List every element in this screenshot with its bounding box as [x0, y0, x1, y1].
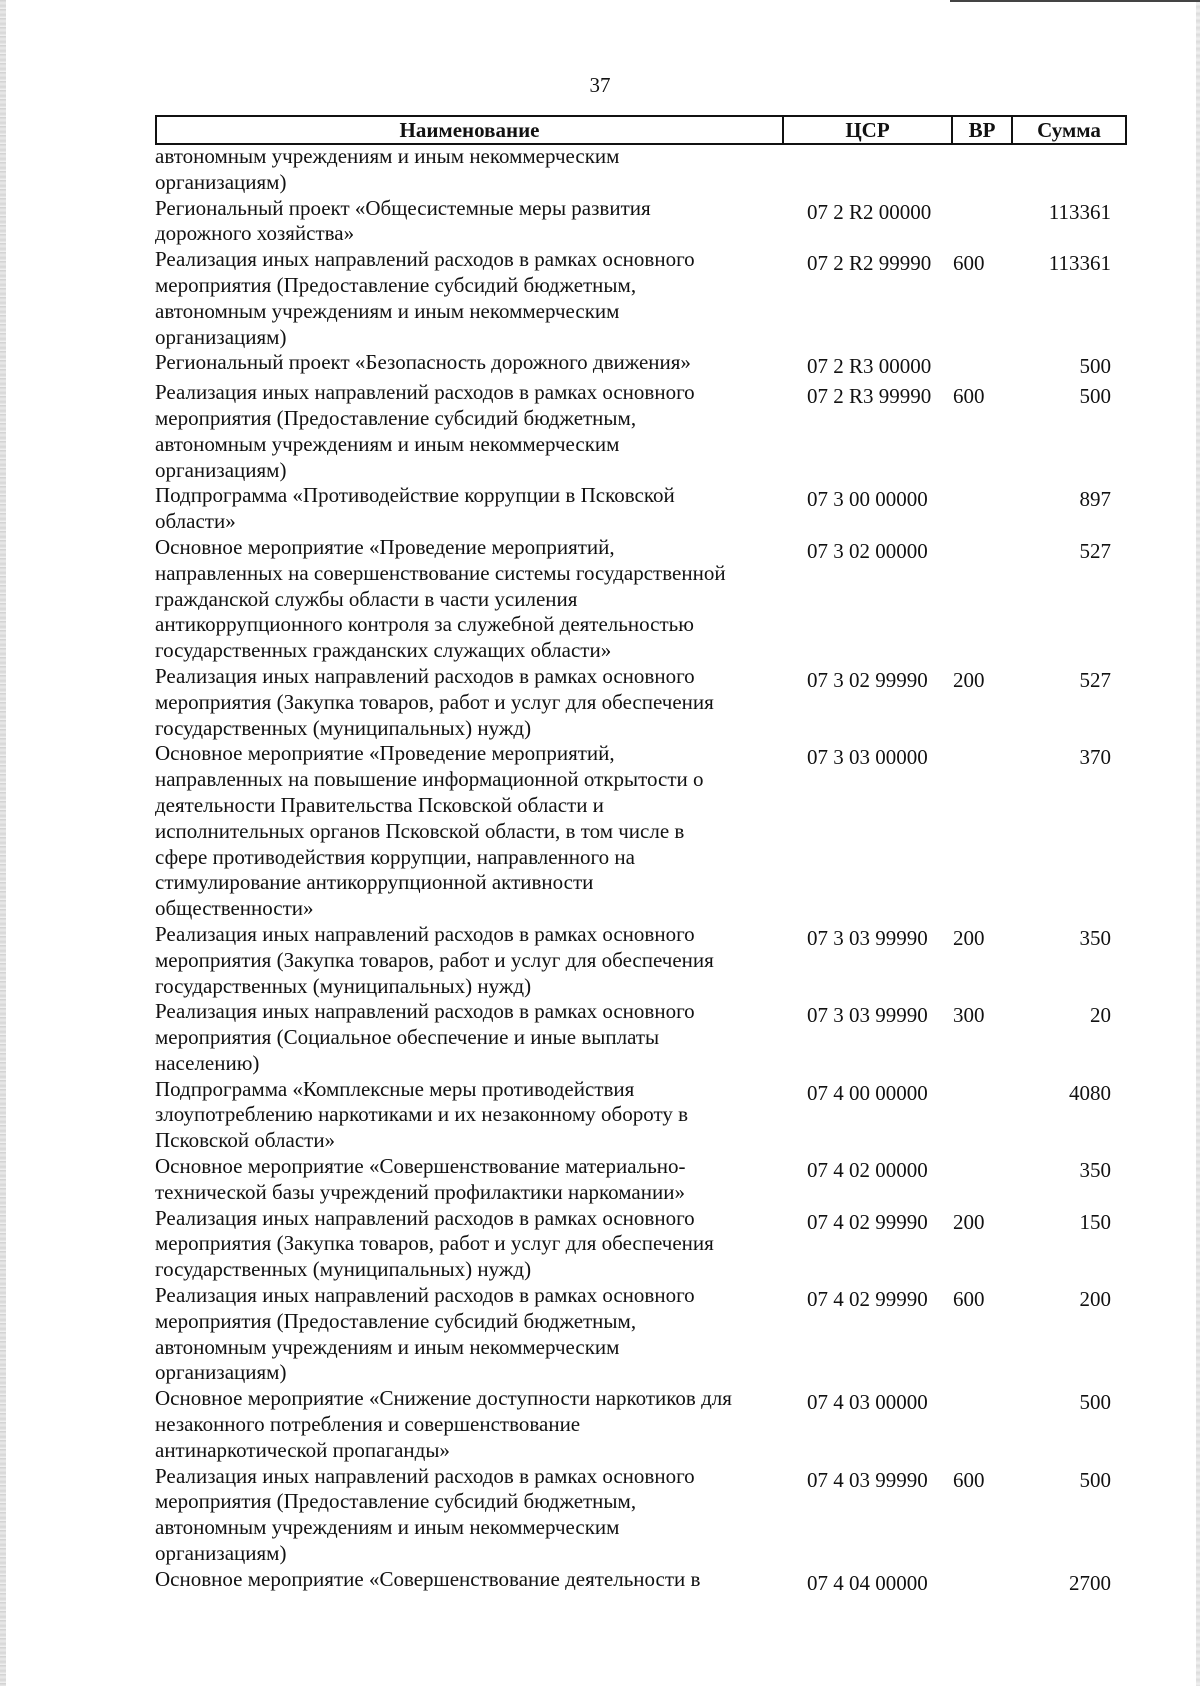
- cell-vr: [951, 144, 1011, 148]
- cell-vr: 600: [953, 1287, 985, 1312]
- cell-name: Реализация иных направлений расходов в рамках основного мероприятия (Закупка товаров, работ и услуг для обеспечения государственных (муниципальных) нужд): [155, 1205, 714, 1282]
- cell-csr: 07 4 02 99990: [807, 1287, 928, 1312]
- table-row: [155, 664, 1127, 741]
- cell-vr: [951, 1386, 1011, 1390]
- cell-csr: 07 4 00 00000: [807, 1080, 928, 1105]
- cell-vr: [951, 196, 1011, 200]
- cell-sum: 500: [1079, 1467, 1111, 1492]
- cell-sum: 113361: [1048, 199, 1111, 224]
- cell-csr: 07 3 03 00000: [807, 745, 928, 770]
- cell-sum: 113361: [1048, 251, 1111, 276]
- cell-vr: [951, 1077, 1011, 1081]
- cell-vr: 300: [953, 1003, 985, 1028]
- cell-vr: [951, 535, 1011, 539]
- cell-sum: 2700: [1069, 1570, 1111, 1595]
- table-row: [155, 1464, 1127, 1567]
- header-sum: Сумма: [1037, 118, 1101, 142]
- table-row: [155, 144, 1127, 196]
- cell-vr: 600: [953, 1467, 985, 1492]
- cell-name: Реализация иных направлений расходов в рамках основного мероприятия (Предоставление субсидий бюджетным, автономным учреждениям и иным некоммерческим организациям): [155, 1283, 695, 1385]
- table-row: [155, 1386, 1127, 1463]
- cell-sum: 500: [1079, 1390, 1111, 1415]
- cell-sum: 20: [1090, 1003, 1111, 1028]
- cell-csr: 07 4 04 00000: [807, 1570, 928, 1595]
- cell-csr: 07 4 02 99990: [807, 1209, 928, 1234]
- table-row: [155, 483, 1127, 535]
- cell-vr: [951, 741, 1011, 745]
- top-rule: [950, 0, 1200, 2]
- table-row: [155, 247, 1127, 350]
- cell-sum: 370: [1079, 745, 1111, 770]
- cell-sum: [1011, 144, 1123, 148]
- cell-vr: [951, 1154, 1011, 1158]
- cell-name: Подпрограмма «Комплексные меры противодействия злоупотреблению наркотиками и их незаконному обороту в Псковской области»: [155, 1076, 689, 1153]
- cell-sum: 527: [1079, 667, 1111, 692]
- header-name: Наименование: [157, 117, 784, 143]
- page-number: 37: [589, 73, 611, 97]
- table-row: [155, 1206, 1127, 1283]
- cell-sum: 500: [1079, 354, 1111, 379]
- cell-name: Основное мероприятие «Проведение мероприятий, направленных на совершенствование системы государственной гражданской службы области в части усиления антикоррупционного контроля за служебной деятельностью государственных гражданских служащих области»: [155, 534, 726, 663]
- cell-name: Реализация иных направлений расходов в рамках основного мероприятия (Закупка товаров, работ и услуг для обеспечения государственных (муниципальных) нужд): [155, 921, 714, 998]
- table-row: [155, 535, 1127, 664]
- cell-vr: 600: [953, 384, 985, 409]
- table-row: [155, 380, 1127, 483]
- cell-name: Региональный проект «Общесистемные меры развития дорожного хозяйства»: [155, 195, 651, 246]
- cell-csr: 07 4 03 99990: [807, 1467, 928, 1492]
- table-row: [155, 350, 1127, 380]
- cell-sum: 150: [1079, 1209, 1111, 1234]
- cell-vr: [951, 483, 1011, 487]
- cell-name: Подпрограмма «Противодействие коррупции в Псковской области»: [155, 483, 675, 534]
- cell-vr: [951, 350, 1011, 354]
- cell-vr: [951, 1567, 1011, 1571]
- cell-csr: 07 3 02 00000: [807, 538, 928, 563]
- cell-name: Реализация иных направлений расходов в рамках основного мероприятия (Социальное обеспечение и иные выплаты населению): [155, 999, 695, 1075]
- cell-sum: 897: [1079, 487, 1111, 512]
- cell-name: Реализация иных направлений расходов в рамках основного мероприятия (Предоставление субсидий бюджетным, автономным учреждениям и иным некоммерческим организациям): [155, 247, 695, 349]
- cell-sum: 350: [1079, 925, 1111, 950]
- cell-csr: 07 3 03 99990: [807, 1003, 928, 1028]
- table-row: [155, 1154, 1127, 1206]
- cell-name: Основное мероприятие «Совершенствование деятельности в: [155, 1566, 701, 1591]
- scan-edge-left: [0, 0, 6, 1686]
- cell-name: Реализация иных направлений расходов в рамках основного мероприятия (Предоставление субсидий бюджетным, автономным учреждениям и иным некоммерческим организациям): [155, 1463, 695, 1566]
- cell-sum: 500: [1079, 384, 1111, 409]
- cell-vr: 200: [953, 667, 985, 692]
- cell-sum: 350: [1079, 1158, 1111, 1183]
- cell-name: Основное мероприятие «Снижение доступности наркотиков для незаконного потребления и совершенствование антинаркотической пропаганды»: [155, 1386, 732, 1462]
- cell-csr: 07 2 R3 00000: [807, 354, 932, 379]
- cell-csr: [782, 144, 951, 148]
- cell-name: Основное мероприятие «Совершенствование материально- технической базы учреждений профилактики наркомании»: [155, 1154, 686, 1204]
- cell-name: Региональный проект «Безопасность дорожного движения»: [155, 350, 691, 375]
- table-row: [155, 196, 1127, 248]
- table-row: [155, 922, 1127, 999]
- cell-sum: 200: [1079, 1287, 1111, 1312]
- cell-csr: 07 2 R3 99990: [807, 384, 932, 409]
- table-row: [155, 999, 1127, 1076]
- cell-name: Реализация иных направлений расходов в рамках основного мероприятия (Закупка товаров, работ и услуг для обеспечения государственных (муниципальных) нужд): [155, 663, 714, 740]
- cell-csr: 07 4 03 00000: [807, 1390, 928, 1415]
- table-body: [155, 144, 1127, 1597]
- cell-name: Основное мероприятие «Проведение мероприятий, направленных на повышение информационной открытости о деятельности Правительства Псковской области и исполнительных органов Псковской области, в том числе в сфере противодействия коррупции, направленного на стимулирование антикоррупционной активности общественности»: [155, 741, 704, 921]
- cell-vr: 200: [953, 925, 985, 950]
- cell-csr: 07 4 02 00000: [807, 1158, 928, 1183]
- cell-csr: 07 2 R2 00000: [807, 199, 932, 224]
- cell-sum: 527: [1079, 538, 1111, 563]
- header-vr: ВР: [953, 117, 1013, 143]
- header-csr: ЦСР: [784, 117, 953, 143]
- scan-edge-right: [1196, 0, 1200, 1686]
- cell-csr: 07 3 00 00000: [807, 487, 928, 512]
- table-row: [155, 1283, 1127, 1386]
- table-header: [155, 115, 1127, 145]
- cell-vr: 600: [953, 251, 985, 276]
- cell-name: автономным учреждениям и иным некоммерческим организациям): [155, 144, 620, 194]
- table-row: [155, 1567, 1127, 1597]
- cell-csr: 07 3 02 99990: [807, 667, 928, 692]
- table-row: [155, 1077, 1127, 1154]
- table-row: [155, 741, 1127, 922]
- cell-vr: 200: [953, 1209, 985, 1234]
- cell-csr: 07 3 03 99990: [807, 925, 928, 950]
- cell-csr: 07 2 R2 99990: [807, 251, 932, 276]
- cell-name: Реализация иных направлений расходов в рамках основного мероприятия (Предоставление субсидий бюджетным, автономным учреждениям и иным некоммерческим организациям): [155, 380, 695, 482]
- cell-sum: 4080: [1069, 1080, 1111, 1105]
